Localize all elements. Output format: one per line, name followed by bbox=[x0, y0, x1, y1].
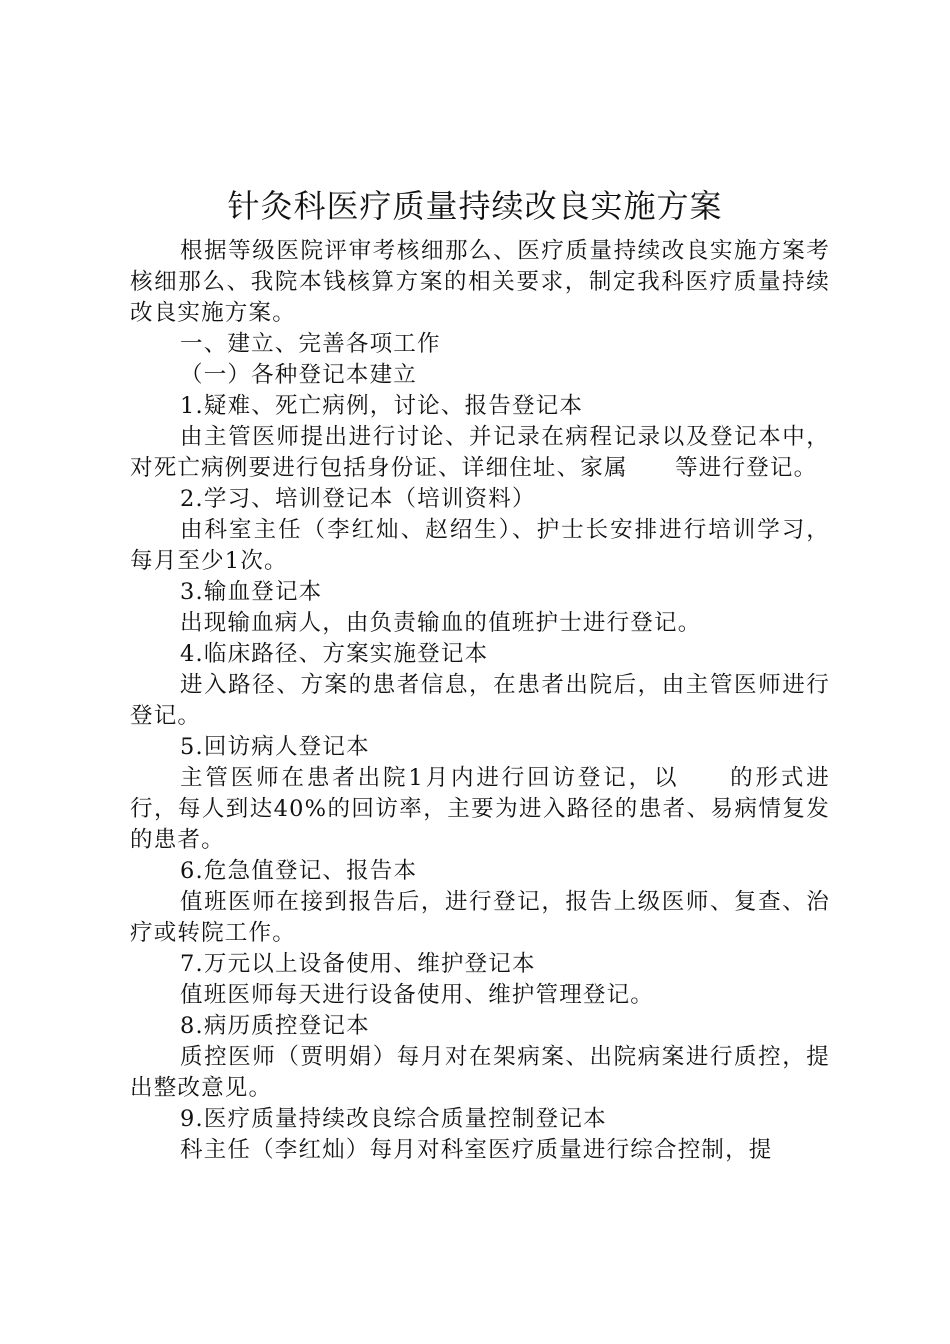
item-body-1: 由主管医师提出进行讨论、并记录在病程记录以及登记本中，对死亡病例要进行包括身份证、详细住址、家属 等进行登记。 bbox=[130, 424, 830, 481]
item-body-8: 质控医师（贾明娟）每月对在架病案、出院病案进行质控，提出整改意见。 bbox=[130, 1044, 830, 1101]
item-heading-3: 3.输血登记本 bbox=[180, 579, 323, 605]
item-body-2: 由科室主任（李红灿、赵绍生）、护士长安排进行培训学习，每月至少1次。 bbox=[130, 517, 830, 574]
paragraph-intro: 根据等级医院评审考核细那么、医疗质量持续改良实施方案考核细那么、我院本钱核算方案的相关要求，制定我科医疗质量持续改良实施方案。 bbox=[130, 238, 830, 326]
item-heading-2: 2.学习、培训登记本（培训资料） bbox=[180, 486, 536, 512]
document-title: 针灸科医疗质量持续改良实施方案 bbox=[227, 187, 723, 225]
item-heading-4: 4.临床路径、方案实施登记本 bbox=[180, 641, 489, 667]
subsection-heading-1: （一）各种登记本建立 bbox=[180, 362, 418, 388]
item-body-7: 值班医师每天进行设备使用、维护管理登记。 bbox=[180, 982, 655, 1008]
item-heading-6: 6.危急值登记、报告本 bbox=[180, 858, 418, 884]
section-heading-1: 一、建立、完善各项工作 bbox=[180, 331, 441, 357]
item-heading-8: 8.病历质控登记本 bbox=[180, 1013, 370, 1039]
item-body-3: 出现输血病人，由负责输血的值班护士进行登记。 bbox=[180, 610, 702, 636]
item-body-5: 主管医师在患者出院1月内进行回访登记，以 的形式进行，每人到达40%的回访率，主要为进入路径的患者、易病情复发的患者。 bbox=[130, 765, 830, 853]
document-body bbox=[130, 236, 830, 1166]
item-heading-7: 7.万元以上设备使用、维护登记本 bbox=[180, 951, 536, 977]
item-body-9: 科主任（李红灿）每月对科室医疗质量进行综合控制，提 bbox=[180, 1137, 773, 1163]
item-heading-9: 9.医疗质量持续改良综合质量控制登记本 bbox=[180, 1106, 607, 1132]
item-body-6: 值班医师在接到报告后，进行登记，报告上级医师、复查、治疗或转院工作。 bbox=[130, 889, 830, 946]
item-body-4: 进入路径、方案的患者信息，在患者出院后，由主管医师进行登记。 bbox=[130, 672, 830, 729]
item-heading-5: 5.回访病人登记本 bbox=[180, 734, 370, 760]
item-heading-1: 1.疑难、死亡病例，讨论、报告登记本 bbox=[180, 393, 584, 419]
